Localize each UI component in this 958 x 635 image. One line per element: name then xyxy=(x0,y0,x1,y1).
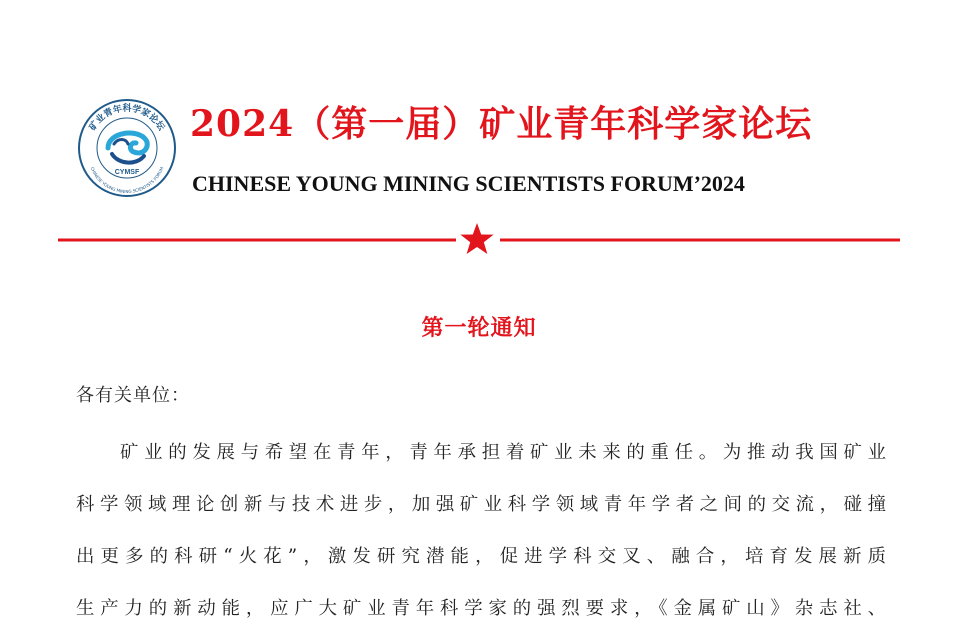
paragraph-line: 矿业的发展与希望在青年，青年承担着矿业未来的重任。为推动我国矿业 xyxy=(120,442,886,463)
paragraph-line: 出更多的科研“火花”，激发研究潜能，促进学科交叉、融合，培育发展新质 xyxy=(76,546,886,567)
salutation: 各有关单位： xyxy=(76,385,190,406)
forum-title-en: CHINESE YOUNG MINING SCIENTISTS FORUM’2024 xyxy=(192,171,745,196)
forum-logo-icon xyxy=(72,96,182,200)
body-paragraph xyxy=(76,427,886,635)
forum-title-cn: 2024（第一届）矿业青年科学家论坛 xyxy=(190,103,813,145)
forum-logo xyxy=(72,96,182,200)
logo-ring-text-en: CHINESE YOUNG MINING SCIENTISTS FORUM xyxy=(89,166,165,195)
logo-abbr: CYMSF xyxy=(114,169,140,176)
notice-title: 第一轮通知 xyxy=(421,316,537,341)
paragraph-line: 生产力的新动能，应广大矿业青年科学家的强烈要求，《金属矿山》杂志社、 xyxy=(76,598,886,619)
logo-ring-text-cn: 矿业青年科学家论坛 xyxy=(88,104,166,133)
star-icon xyxy=(460,223,493,254)
paragraph-line: 科学领域理论创新与技术进步，加强矿业科学领域青年学者之间的交流，碰撞 xyxy=(76,494,886,515)
header-divider xyxy=(58,222,900,258)
